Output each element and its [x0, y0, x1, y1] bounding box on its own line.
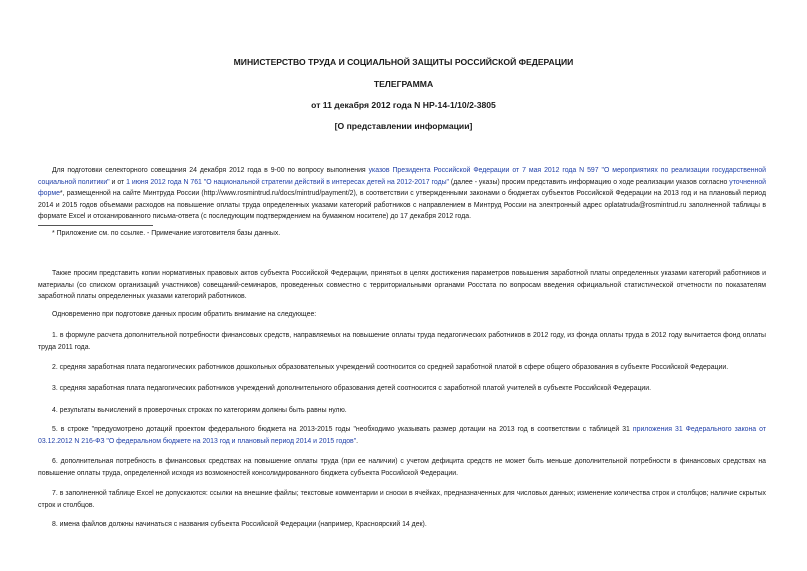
list-item-5: [38, 424, 766, 447]
list-item-8: 8. имена файлов должны начинаться с названия субъекта Российской Федерации (например, Красноярский 14 дек).: [52, 521, 427, 528]
federal-law-216-link[interactable]: приложения 31 Федерального закона от 03.12.2012 N 216-ФЗ "О федеральном бюджете на 2013 год и плановый период 2014 и 2015 годов": [38, 426, 766, 445]
ministry-heading: МИНИСТЕРСТВО ТРУДА И СОЦИАЛЬНОЙ ЗАЩИТЫ РОССИЙСКОЙ ФЕДЕРАЦИИ: [233, 57, 574, 67]
form-link[interactable]: уточненной форме: [38, 178, 767, 198]
subject-heading: [О представлении информации]: [334, 121, 473, 131]
list-item-7: 7. в заполненной таблице Excel не допускаются: ссылки на внешние файлы; текстовые комментарии и сноски в ячейках, предназначенных для числовых данных; изменение количества строк и столбцов; наличие скрытых строк и столбцов.: [38, 490, 766, 509]
main-paragraph-text-2: и от: [109, 178, 127, 186]
list-item-1: 1. в формуле расчета дополнительной потребности финансовых средств, направляемых на повышение оплаты труда педагогических работников в 2012 году, из фонда оплаты труда в 2012 году вычитается фонд оплаты труда 2011 года.: [38, 332, 766, 351]
attention-intro-paragraph: Одновременно при подготовке данных просим обратить внимание на следующее:: [52, 311, 317, 318]
footnote-text: * Приложение см. по ссылке. - Примечание изготовителя базы данных.: [52, 230, 281, 237]
list-item-2: 2. средняя заработная плата педагогических работников дошкольных образовательных учреждений соотносится со средней заработной платой в сфере общего образования в субъекте Российской Федерации.: [52, 364, 729, 371]
document-type-heading: ТЕЛЕГРАММА: [373, 79, 434, 89]
list-item-6: 6. дополнительная потребность в финансовых средствах на повышение оплаты труда (при ее наличии) с учетом дефицита средств не может быть меньше дополнительной потребности в финансовых средствах на повышение оплаты труда, определенной исходя из возможностей консолидированного бюджета субъекта Российской Федерации.: [38, 458, 766, 477]
list-item-5-text-1: 5. в строке "предусмотрено дотаций проектом федерального бюджета на 2013-2015 годы "необходимо указывать размер дотации на 2013 год в соответствии с таблицей 31: [52, 426, 633, 433]
list-item-5-text-2: .: [356, 437, 359, 445]
main-paragraph-text-1: Для подготовки селекторного совещания 24 декабря 2012 года в 9-00 по вопросу выполнения: [52, 167, 369, 174]
main-paragraph-text-4: *, размещенной на сайте Минтруда России (http://www.rosmintrud.ru/docs/mintrud/payment/2), в соответствии с утвержденными законами о бюджетах субъектов Российской Федерации на 2013 год и на плановый период 2014 и 2015 годов объемами расходов на повышение оплаты труда определенных указами категорий работников с направлением в Минтруд России на электронный адрес oplatatruda@rosmintrud.ru заполненной таблицы в формате Excel и отсканированного письма-ответа (с последующим подтверждением на бумажном носителе) до 17 декабря 2012 года.: [38, 190, 766, 221]
decree-761-link[interactable]: 1 июня 2012 года N 761 "О национальной стратегии действий в интересах детей на 2012-2017 годы": [126, 178, 449, 186]
footnote-divider: [38, 225, 153, 226]
list-item-4: 4. результаты вычислений в проверочных строках по категориям должны быть равны нулю.: [52, 407, 347, 414]
main-paragraph: [38, 165, 766, 223]
list-item-3: 3. средняя заработная плата педагогических работников учреждений дополнительного образования детей соотносится с заработной платой учителей в субъекте Российской Федерации.: [52, 385, 652, 392]
main-paragraph-text-3: (далее - указы) просим представить информацию о ходе реализации указов согласно: [449, 178, 730, 186]
decree-597-link[interactable]: указов Президента Российской Федерации от 7 мая 2012 года N 597 "О мероприятиях по реализации государственной социальной политики": [38, 167, 766, 186]
copies-request-paragraph: Также просим представить копии нормативных правовых актов субъекта Российской Федерации, принятых в целях достижения параметров повышения заработной платы определенных указами категорий работников и материалы (со списком организаций участников) совещаний-семинаров, проведенных совместно с территориальными органами Росстата по вопросам введения официальной статистической отчетности по показателям заработной платы определенных указами категорий работников.: [38, 270, 766, 301]
date-number-heading: от 11 декабря 2012 года N НР-14-1/10/2-3805: [311, 100, 496, 110]
